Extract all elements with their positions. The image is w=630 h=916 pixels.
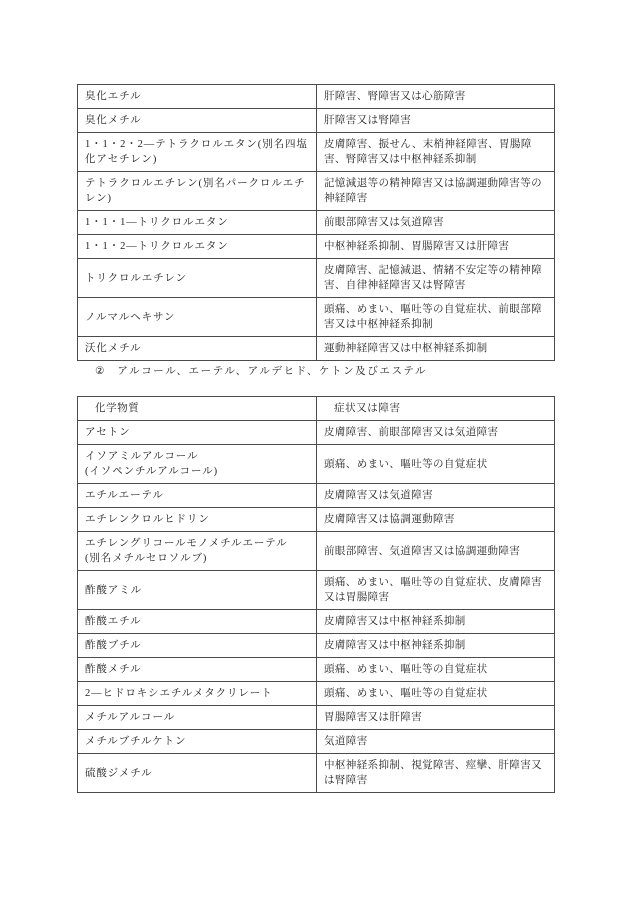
cell-symptom xyxy=(317,337,555,361)
table-row xyxy=(78,259,555,298)
table-row xyxy=(78,730,555,754)
table-row xyxy=(78,445,555,484)
cell-substance xyxy=(78,658,317,682)
cell-substance-line: 硫酸ジメチル xyxy=(85,767,153,779)
cell-symptom-line: 頭痛、めまい、嘔吐等の自覚症状 xyxy=(324,664,488,675)
cell-substance xyxy=(78,172,317,211)
cell-substance xyxy=(78,421,317,445)
section-heading-alcohols xyxy=(77,364,554,380)
cell-symptom-line: 肝障害又は腎障害 xyxy=(324,115,412,126)
cell-symptom xyxy=(317,658,555,682)
cell-substance-line: 臭化エチル xyxy=(85,91,142,102)
cell-substance-line: 臭化メチル xyxy=(85,115,142,126)
table-row xyxy=(78,706,555,730)
cell-substance xyxy=(78,754,317,793)
cell-symptom-line: 皮膚障害又は中枢神経系抑制 xyxy=(324,640,466,651)
cell-symptom xyxy=(317,133,555,172)
cell-substance-line: メチルアルコール xyxy=(85,712,176,723)
table-row xyxy=(78,235,555,259)
table-row xyxy=(78,658,555,682)
cell-symptom xyxy=(317,259,555,298)
table-header-row xyxy=(78,397,555,421)
cell-symptom xyxy=(317,421,555,445)
cell-symptom xyxy=(317,508,555,532)
cell-symptom xyxy=(317,211,555,235)
cell-substance-line: エチレンクロルヒドリン xyxy=(85,514,210,525)
cell-substance xyxy=(78,706,317,730)
cell-substance xyxy=(78,682,317,706)
table-row xyxy=(78,571,555,610)
cell-symptom xyxy=(317,109,555,133)
alcohols-ethers-table-body xyxy=(78,421,555,793)
table-row xyxy=(78,85,555,109)
cell-substance-line: 酢酸メチル xyxy=(85,664,142,675)
cell-symptom xyxy=(317,754,555,793)
table-row xyxy=(78,484,555,508)
cell-symptom-line: 皮膚障害又は中枢神経系抑制 xyxy=(324,616,466,627)
cell-symptom-line: 皮膚障害又は協調運動障害 xyxy=(324,514,455,525)
chlorinated-solvents-table xyxy=(77,84,555,361)
cell-substance-line: 2—ヒドロキシエチルメタクリレート xyxy=(85,688,273,699)
cell-symptom-line: 肝障害、腎障害又は心筋障害 xyxy=(324,91,466,102)
cell-symptom xyxy=(317,682,555,706)
cell-substance-line: (別名メチルセロソルブ) xyxy=(85,553,208,564)
cell-substance xyxy=(78,85,317,109)
cell-substance-line: アセトン xyxy=(85,427,131,438)
table-row xyxy=(78,634,555,658)
table-row xyxy=(78,682,555,706)
table-row xyxy=(78,211,555,235)
cell-symptom-line: 皮膚障害、振せん、末梢神経障害、胃腸障害、腎障害又は中枢神経系抑制 xyxy=(324,139,532,165)
cell-substance-line: 酢酸アミル xyxy=(85,584,142,596)
cell-substance-line: 1・1・1—トリクロルエタン xyxy=(85,217,229,228)
cell-symptom-line: 中枢神経系抑制、視覚障害、痙攣、肝障害又は腎障害 xyxy=(324,760,542,786)
section-heading-text: アルコール、エーテル、アルデヒド、ケトン及びエステル xyxy=(117,366,428,377)
alcohols-ethers-table xyxy=(77,396,555,793)
cell-symptom xyxy=(317,532,555,571)
cell-symptom-line: 頭痛、めまい、嘔吐等の自覚症状、前眼部障害又は中枢神経系抑制 xyxy=(324,304,542,330)
cell-substance-line: 1・1・2—トリクロルエタン xyxy=(85,241,229,252)
cell-symptom xyxy=(317,634,555,658)
cell-substance-line: ノルマルヘキサン xyxy=(85,311,176,323)
cell-substance xyxy=(78,445,317,484)
table-row xyxy=(78,532,555,571)
cell-substance-line: イソアミルアルコール xyxy=(85,451,199,462)
cell-symptom-line: 中枢神経系抑制、胃腸障害又は肝障害 xyxy=(324,241,510,252)
cell-substance xyxy=(78,211,317,235)
cell-substance-line: (イソペンチルアルコール) xyxy=(85,466,219,477)
table-row xyxy=(78,754,555,793)
alcohols-table-head xyxy=(78,397,555,421)
cell-symptom-line: 運動神経障害又は中枢神経系抑制 xyxy=(324,343,488,354)
cell-substance xyxy=(78,133,317,172)
cell-substance-line: 沃化メチル xyxy=(85,343,142,354)
cell-substance-line: トリクロルエチレン xyxy=(85,272,187,284)
cell-substance-line: 酢酸ブチル xyxy=(85,640,142,651)
cell-substance xyxy=(78,298,317,337)
table-row xyxy=(78,421,555,445)
cell-symptom xyxy=(317,172,555,211)
cell-symptom-line: 頭痛、めまい、嘔吐等の自覚症状、皮膚障害又は胃腸障害 xyxy=(324,577,542,603)
cell-symptom xyxy=(317,85,555,109)
cell-substance xyxy=(78,337,317,361)
cell-symptom-line: 皮膚障害、記憶減退、情緒不安定等の精神障害、自律神経障害又は腎障害 xyxy=(324,265,542,291)
table-row xyxy=(78,172,555,211)
column-header-symptom: 症状又は障害 xyxy=(317,397,555,421)
cell-substance xyxy=(78,235,317,259)
cell-symptom-line: 気道障害 xyxy=(324,736,368,747)
cell-substance xyxy=(78,508,317,532)
cell-symptom-line: 胃腸障害又は肝障害 xyxy=(324,712,423,723)
cell-symptom xyxy=(317,298,555,337)
cell-symptom xyxy=(317,571,555,610)
cell-substance xyxy=(78,484,317,508)
cell-symptom-line: 前眼部障害、気道障害又は協調運動障害 xyxy=(324,545,521,557)
cell-symptom xyxy=(317,610,555,634)
cell-substance xyxy=(78,730,317,754)
cell-symptom-line: 記憶減退等の精神障害又は協調運動障害等の神経障害 xyxy=(324,178,542,204)
cell-symptom xyxy=(317,235,555,259)
cell-symptom-line: 皮膚障害、前眼部障害又は気道障害 xyxy=(324,427,499,438)
cell-symptom xyxy=(317,484,555,508)
cell-substance-line: 酢酸エチル xyxy=(85,616,142,627)
cell-symptom-line: 前眼部障害又は気道障害 xyxy=(324,217,444,228)
cell-substance-line: テトラクロルエチレン(別名パークロルエチレン) xyxy=(85,178,306,204)
cell-symptom xyxy=(317,445,555,484)
cell-symptom xyxy=(317,730,555,754)
table-row xyxy=(78,508,555,532)
cell-substance xyxy=(78,109,317,133)
cell-symptom-line: 頭痛、めまい、嘔吐等の自覚症状 xyxy=(324,458,488,470)
cell-substance xyxy=(78,259,317,298)
cell-substance xyxy=(78,610,317,634)
cell-symptom-line: 頭痛、めまい、嘔吐等の自覚症状 xyxy=(324,688,488,699)
cell-substance xyxy=(78,634,317,658)
cell-substance-line: メチルブチルケトン xyxy=(85,736,187,747)
cell-substance-line: エチルエーテル xyxy=(85,490,164,501)
cell-symptom-line: 皮膚障害又は気道障害 xyxy=(324,490,433,501)
table-row xyxy=(78,133,555,172)
section-marker-2: ② xyxy=(95,366,105,377)
cell-substance xyxy=(78,571,317,610)
cell-symptom xyxy=(317,706,555,730)
cell-substance-line: 1・1・2・2—テトラクロルエタン(別名四塩化アセチレン) xyxy=(85,139,308,165)
cell-substance-line: エチレングリコールモノメチルエーテル xyxy=(85,538,288,549)
table-row xyxy=(78,109,555,133)
table-row xyxy=(78,610,555,634)
column-header-substance: 化学物質 xyxy=(78,397,317,421)
table-row xyxy=(78,337,555,361)
chlorinated-solvents-table-body xyxy=(78,85,555,361)
table-row xyxy=(78,298,555,337)
cell-substance xyxy=(78,532,317,571)
